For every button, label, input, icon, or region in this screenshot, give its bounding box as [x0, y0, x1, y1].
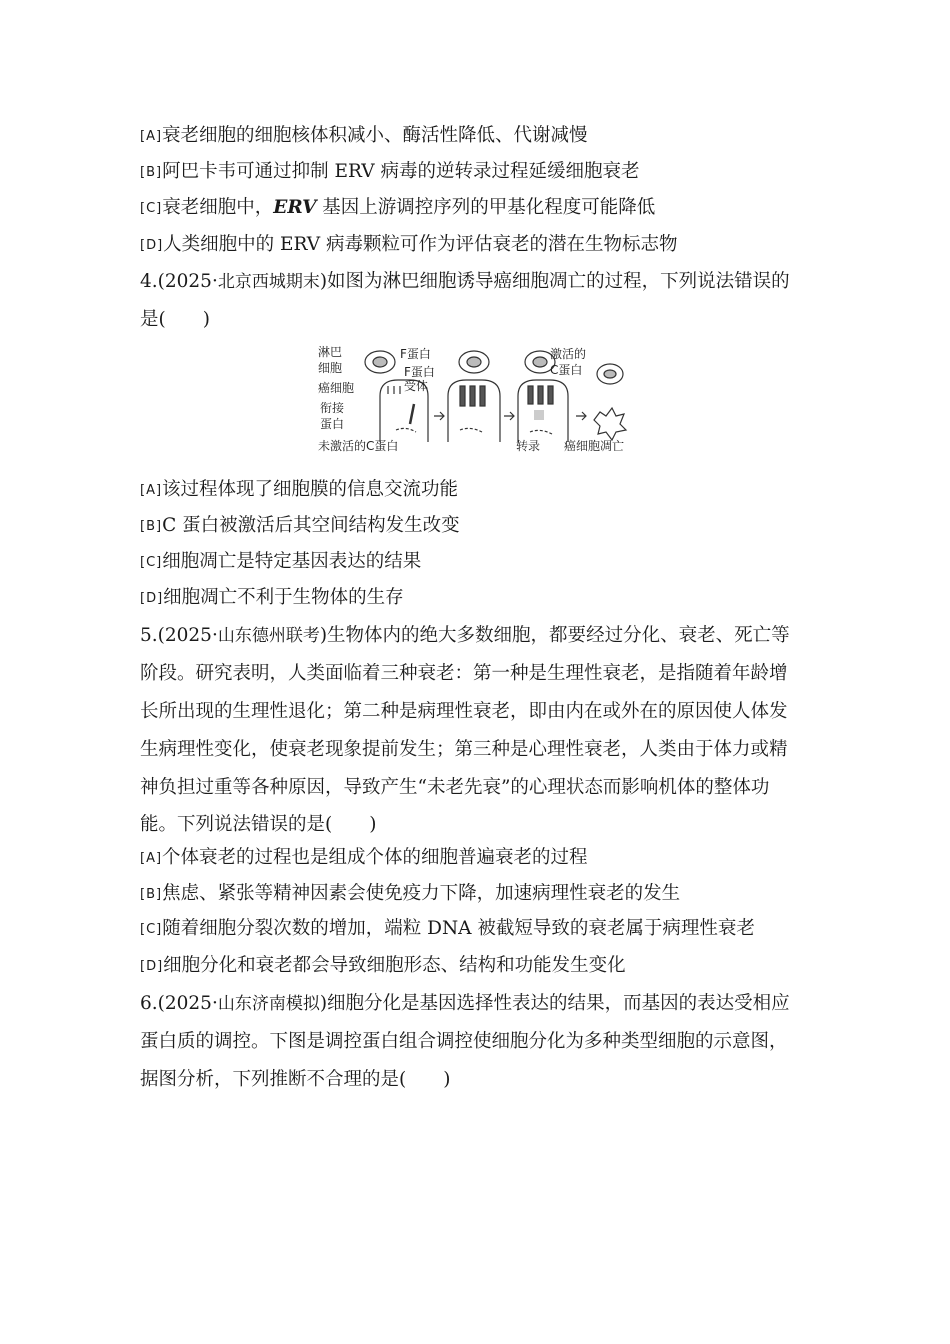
- q6-stem-line3: 据图分析，下列推断不合理的是( ): [140, 1069, 451, 1090]
- label-cancer-cell: 癌细胞: [318, 381, 355, 395]
- label-adaptor-2: 蛋白: [320, 417, 345, 431]
- q5-stem-line3: 长所出现的生理性退化；第二种是病理性衰老，即由内在或外在的原因使人体发: [140, 701, 788, 722]
- question-number: 4.(2025·: [140, 271, 218, 292]
- option-tag: [B]: [140, 887, 163, 902]
- q5-option-b: [140, 882, 820, 907]
- option-text: 该过程体现了细胞膜的信息交流功能: [162, 479, 459, 500]
- label-inactive-c: 未激活的C蛋白: [318, 439, 399, 453]
- q5-stem-line1: [140, 624, 820, 648]
- q5-stem-line5: 神负担过重等各种原因，导致产生“未老先衰”的心理状态而影响机体的整体功: [140, 777, 770, 798]
- q3-option-d: [140, 233, 820, 258]
- label-adaptor-1: 衔接: [320, 401, 345, 415]
- q6-stem-line1: [140, 992, 820, 1016]
- q4-option-a: [140, 478, 820, 503]
- apoptotic-cell: [594, 408, 626, 440]
- label-lymph-1: 淋巴: [318, 345, 343, 359]
- question-stem: )如图为淋巴细胞诱导癌细胞凋亡的过程，下列说法错误的: [319, 271, 790, 292]
- option-tag: [A]: [140, 129, 163, 144]
- option-text: 细胞凋亡不利于生物体的生存: [163, 587, 404, 608]
- q4-option-b: [140, 514, 820, 539]
- option-text: 细胞凋亡是特定基因表达的结果: [162, 551, 422, 572]
- label-lymph-2: 细胞: [318, 361, 343, 375]
- option-tag: [A]: [140, 483, 163, 498]
- option-tag: [B]: [140, 165, 163, 180]
- question-number: 5.(2025·: [140, 625, 218, 646]
- option-tag: [D]: [140, 959, 164, 974]
- option-text-post: 基因上游调控序列的甲基化程度可能降低: [316, 197, 656, 218]
- q4-stem-line1: [140, 270, 820, 294]
- q5-stem-line4: 生病理性变化，使衰老现象提前发生；第三种是心理性衰老，人类由于体力或精: [140, 739, 788, 760]
- question-source: 北京西城期末: [217, 272, 320, 292]
- option-tag: [B]: [140, 519, 163, 534]
- question-source: 山东济南模拟: [217, 994, 320, 1014]
- option-text: C 蛋白被激活后其空间结构发生改变: [162, 515, 460, 536]
- q5-option-d: [140, 954, 820, 979]
- label-apoptosis: 癌细胞凋亡: [564, 439, 625, 453]
- option-tag: [D]: [140, 238, 164, 253]
- question-stem: )生物体内的绝大多数细胞，都要经过分化、衰老、死亡等: [319, 625, 790, 646]
- option-text: 细胞分化和衰老都会导致细胞形态、结构和功能发生变化: [163, 955, 626, 976]
- q6-stem-line2: 蛋白质的调控。下图是调控蛋白组合调控使细胞分化为多种类型细胞的示意图，: [140, 1031, 788, 1052]
- gene-name-italic: ERV: [273, 197, 317, 218]
- label-f-protein: F蛋白: [400, 347, 431, 361]
- question-number: 6.(2025·: [140, 993, 218, 1014]
- option-tag: [A]: [140, 851, 163, 866]
- label-f-receptor-2: 受体: [404, 379, 429, 393]
- option-text: 阿巴卡韦可通过抑制 ERV 病毒的逆转录过程延缓细胞衰老: [162, 161, 640, 182]
- q4-option-d: [140, 586, 820, 611]
- q4-option-c: [140, 550, 820, 575]
- apoptosis-diagram: [318, 344, 638, 462]
- option-tag: [D]: [140, 591, 164, 606]
- option-text: 个体衰老的过程也是组成个体的细胞普遍衰老的过程: [162, 847, 588, 868]
- q5-stem-line6: 能。下列说法错误的是( ): [140, 814, 377, 835]
- q3-option-c: [140, 196, 820, 221]
- label-transcription: 转录: [516, 439, 541, 453]
- option-text: 人类细胞中的 ERV 病毒颗粒可作为评估衰老的潜在生物标志物: [163, 234, 678, 255]
- apoptosis-process-figure: [318, 344, 638, 462]
- option-tag: [C]: [140, 922, 163, 937]
- q5-option-c: [140, 917, 820, 942]
- q3-option-b: [140, 160, 820, 185]
- q5-option-a: [140, 846, 820, 871]
- option-tag: [C]: [140, 201, 163, 216]
- question-source: 山东德州联考: [217, 626, 320, 646]
- label-active-c-1: 激活的: [550, 347, 587, 361]
- q5-stem-line2: 阶段。研究表明，人类面临着三种衰老：第一种是生理性衰老，是指随着年龄增: [140, 663, 788, 684]
- option-text: 焦虑、紧张等精神因素会使免疫力下降，加速病理性衰老的发生: [162, 883, 681, 904]
- option-tag: [C]: [140, 555, 163, 570]
- option-text-pre: 衰老细胞中，: [162, 197, 274, 218]
- label-active-c-2: C蛋白: [550, 363, 583, 377]
- question-stem: )细胞分化是基因选择性表达的结果，而基因的表达受相应: [319, 993, 790, 1014]
- q3-option-a: [140, 124, 820, 149]
- option-text: 随着细胞分裂次数的增加，端粒 DNA 被截短导致的衰老属于病理性衰老: [162, 918, 755, 939]
- label-f-receptor-1: F蛋白: [404, 365, 435, 379]
- q4-stem-line2: 是( ): [140, 309, 210, 330]
- option-text: 衰老细胞的细胞核体积减小、酶活性降低、代谢减慢: [162, 125, 588, 146]
